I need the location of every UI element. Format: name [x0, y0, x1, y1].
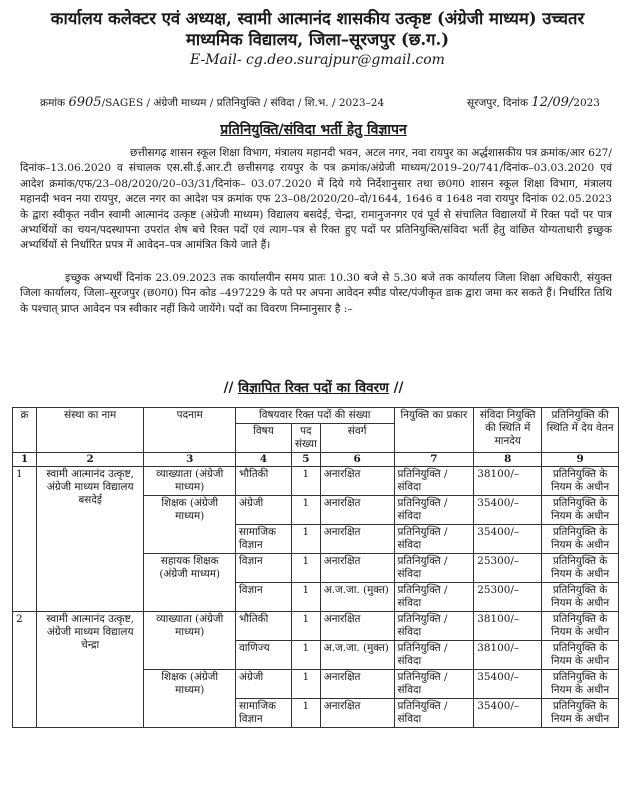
vacancy-table-body	[13, 467, 619, 728]
cell-count: 1	[291, 583, 320, 612]
cell-sno: 1	[13, 467, 37, 612]
header-vacancy-group: विषयवार रिक्त पदों की संख्या	[236, 408, 394, 424]
cell-sno: 2	[13, 612, 37, 728]
cell-deputation: प्रतिनियुक्ति के नियम के अधीन	[542, 554, 619, 583]
cell-category: अ.ज.जा. (मुक्त)	[320, 583, 394, 612]
table-row	[13, 612, 619, 641]
cell-count: 1	[291, 496, 320, 525]
reference-number	[40, 95, 384, 110]
cell-subject: सामाजिक विज्ञान	[236, 699, 292, 728]
table-row	[13, 467, 619, 496]
cell-subject: अंग्रेजी	[236, 496, 292, 525]
cell-salary: 35400/–	[474, 670, 542, 699]
header-deputation: प्रतिनियुक्ति की स्थिति में देय वेतन	[542, 408, 619, 453]
cell-deputation: प्रतिनियुक्ति के नियम के अधीन	[542, 612, 619, 641]
page-title: प्रतिनियुक्ति/संविदा भर्ती हेतु विज्ञापन	[220, 122, 407, 138]
cell-appointment: प्रतिनियुक्ति /संविदा	[394, 699, 474, 728]
cell-post: शिक्षक (अंग्रेजी माध्यम)	[144, 670, 236, 728]
cell-post: व्याख्याता (अंग्रेजी माध्यम)	[144, 467, 236, 496]
col-number: 8	[474, 453, 542, 467]
cell-category: अनारक्षित	[320, 525, 394, 554]
col-number: 7	[394, 453, 474, 467]
table-title: // विज्ञापित रिक्त पदों का विवरण //	[223, 380, 404, 396]
cell-deputation: प्रतिनियुक्ति के नियम के अधीन	[542, 467, 619, 496]
cell-post: सहायक शिक्षक (अंग्रेजी माध्यम)	[144, 554, 236, 612]
col-number: 1	[13, 453, 37, 467]
office-email: E-Mail- cg.deo.surajpur@gmail.com	[190, 52, 445, 68]
cell-count: 1	[291, 699, 320, 728]
date-handwritten: 12/09/	[531, 95, 574, 110]
cell-salary: 25300/–	[474, 583, 542, 612]
header-salary: संविदा नियुक्ति की स्थिति में मानदेय	[474, 408, 542, 453]
cell-category: अनारक्षित	[320, 496, 394, 525]
reference-path: /SAGES / अंग्रेजी माध्यम / प्रतिनियुक्ति / संविदा / शि.भ. / 2023–24	[101, 97, 385, 109]
cell-appointment: प्रतिनियुक्ति /संविदा	[394, 525, 474, 554]
cell-subject: विज्ञान	[236, 554, 292, 583]
cell-deputation: प्रतिनियुक्ति के नियम के अधीन	[542, 496, 619, 525]
cell-count: 1	[291, 670, 320, 699]
paragraph-intro: छत्तीसगढ़ शासन स्कूल शिक्षा विभाग, मंत्रालय महानदी भवन, अटल नगर, नवा रायपुर का अर्द्धशासकीय पत्र क्रमांक/आर 627/दिनांक–13.06.2020 व संचालक एस.सी.ई.आर.टी छत्तीसगढ़ रायपुर के पत्र क्रमांक/अंग्रेजी माध्यम/2019–20/741/दिनांक–03.03.2020 एवं आदेश क्रमांक/एफ/23–08/2020/20–03/31/दिनांक– 03.07.2020 में दिये गये निर्देशानुसार तथा छ0ग0 शासन स्कूल शिक्षा विभाग, मंत्रालय महानदी भवन नया रायपुर, अटल नगर का आदेश पत्र क्रमांक एफ 23–08/2020/20–दो/1644, 1646 व 1648 नवा रायपुर दिनांक 02.05.2023 के द्वारा स्वीकृत नवीन स्वामी आत्मानंद उत्कृष्ट (अंग्रेजी माध्यम) विद्यालय बसदेई, चेन्द्रा, रामानुजनगर एवं पूर्व से संचालित विद्यालयों में रिक्त पदों पर पात्र अभ्यर्थियों का चयन/पदस्थापना उपरांत शेष बचे रिक्त पदों एवं त्याग–पत्र से रिक्त हुए पदों पर प्रतिनियुक्ति/संविदा भर्ती हेतु वांछित योग्यताधारी इच्छुक अभ्यर्थियों से निर्धारित प्रपत्र में आवेदन–पत्र आमंत्रित किये जाते हैं।	[20, 147, 612, 252]
date-year: 2023	[573, 97, 600, 109]
cell-salary: 38100/–	[474, 641, 542, 670]
cell-count: 1	[291, 554, 320, 583]
column-number-row	[13, 453, 619, 467]
cell-appointment: प्रतिनियुक्ति /संविदा	[394, 612, 474, 641]
cell-deputation: प्रतिनियुक्ति के नियम के अधीन	[542, 583, 619, 612]
header-sno: क्र	[13, 408, 37, 453]
cell-subject: अंग्रेजी	[236, 670, 292, 699]
cell-institution: स्वामी आत्मानंद उत्कृष्ट, अंग्रेजी माध्यम विद्यालय चेन्द्रा	[36, 612, 143, 728]
cell-salary: 35400/–	[474, 525, 542, 554]
place-date-prefix: सूरजपुर, दिनांक	[467, 97, 529, 109]
office-subtitle: माध्यमिक विद्यालय, जिला–सूरजपुर (छ.ग.)	[185, 30, 450, 49]
cell-appointment: प्रतिनियुक्ति /संविदा	[394, 670, 474, 699]
col-number: 3	[144, 453, 236, 467]
header-category: संवर्ग	[320, 424, 394, 453]
cell-category: अनारक्षित	[320, 612, 394, 641]
cell-category: अनारक्षित	[320, 554, 394, 583]
reference-number-handwritten: 6905	[68, 95, 102, 110]
vacancy-table	[12, 407, 619, 728]
cell-subject: सामाजिक विज्ञान	[236, 525, 292, 554]
cell-salary: 25300/–	[474, 554, 542, 583]
cell-post: शिक्षक (अंग्रेजी माध्यम)	[144, 496, 236, 554]
letterhead	[20, 8, 615, 70]
cell-appointment: प्रतिनियुक्ति /संविदा	[394, 554, 474, 583]
cell-count: 1	[291, 525, 320, 554]
cell-subject: विज्ञान	[236, 583, 292, 612]
cell-post: व्याख्याता (अंग्रेजी माध्यम)	[144, 612, 236, 670]
cell-count: 1	[291, 612, 320, 641]
col-number: 5	[291, 453, 320, 467]
place-date	[467, 95, 600, 110]
cell-deputation: प्रतिनियुक्ति के नियम के अधीन	[542, 525, 619, 554]
cell-category: अनारक्षित	[320, 699, 394, 728]
header-appointment: नियुक्ति का प्रकार	[394, 408, 474, 453]
cell-deputation: प्रतिनियुक्ति के नियम के अधीन	[542, 670, 619, 699]
header-count: पद संख्या	[291, 424, 320, 453]
reference-line	[40, 95, 600, 110]
cell-salary: 38100/–	[474, 612, 542, 641]
cell-count: 1	[291, 641, 320, 670]
cell-category: अ.ज.जा. (मुक्त)	[320, 641, 394, 670]
cell-appointment: प्रतिनियुक्ति /संविदा	[394, 641, 474, 670]
cell-count: 1	[291, 467, 320, 496]
cell-appointment: प्रतिनियुक्ति /संविदा	[394, 583, 474, 612]
cell-deputation: प्रतिनियुक्ति के नियम के अधीन	[542, 641, 619, 670]
col-number: 6	[320, 453, 394, 467]
cell-deputation: प्रतिनियुक्ति के नियम के अधीन	[542, 699, 619, 728]
col-number: 2	[36, 453, 143, 467]
cell-subject: वाणिज्य	[236, 641, 292, 670]
header-institution: संस्था का नाम	[36, 408, 143, 453]
header-subject: विषय	[236, 424, 292, 453]
cell-salary: 35400/–	[474, 496, 542, 525]
header-post: पदनाम	[144, 408, 236, 453]
col-number: 9	[542, 453, 619, 467]
cell-subject: भौतिकी	[236, 467, 292, 496]
paragraph-instructions: इच्छुक अभ्यर्थी दिनांक 23.09.2023 तक कार्यालयीन समय प्रातः 10.30 बजे से 5.30 बजे तक कार्यालय जिला शिक्षा अधिकारी, संयुक्त जिला कार्यालय, जिला–सूरजपुर (छ0ग0) पिन कोड –497229 के पते पर अपना आवेदन स्पीड पोस्ट/पंजीकृत डाक द्वारा जमा कर सकते हैं। निर्धारित तिथि के पश्चात् प्राप्त आवेदन पत्र स्वीकार नहीं किये जायेंगे। पदों का विवरण निम्नानुसार है :–	[20, 272, 612, 315]
office-title: कार्यालय कलेक्टर एवं अध्यक्ष, स्वामी आत्मानंद शासकीय उत्कृष्ट (अंग्रेजी माध्यम) उच्चतर	[50, 9, 585, 28]
cell-institution: स्वामी आत्मानंद उत्कृष्ट, अंग्रेजी माध्यम विद्यालय बसदेई	[36, 467, 143, 612]
reference-prefix: क्रमांक	[40, 97, 66, 109]
col-number: 4	[236, 453, 292, 467]
cell-subject: भौतिकी	[236, 612, 292, 641]
cell-appointment: प्रतिनियुक्ति /संविदा	[394, 496, 474, 525]
cell-category: अनारक्षित	[320, 670, 394, 699]
cell-appointment: प्रतिनियुक्ति /संविदा	[394, 467, 474, 496]
cell-salary: 35400/–	[474, 699, 542, 728]
cell-salary: 38100/–	[474, 467, 542, 496]
cell-category: अनारक्षित	[320, 467, 394, 496]
